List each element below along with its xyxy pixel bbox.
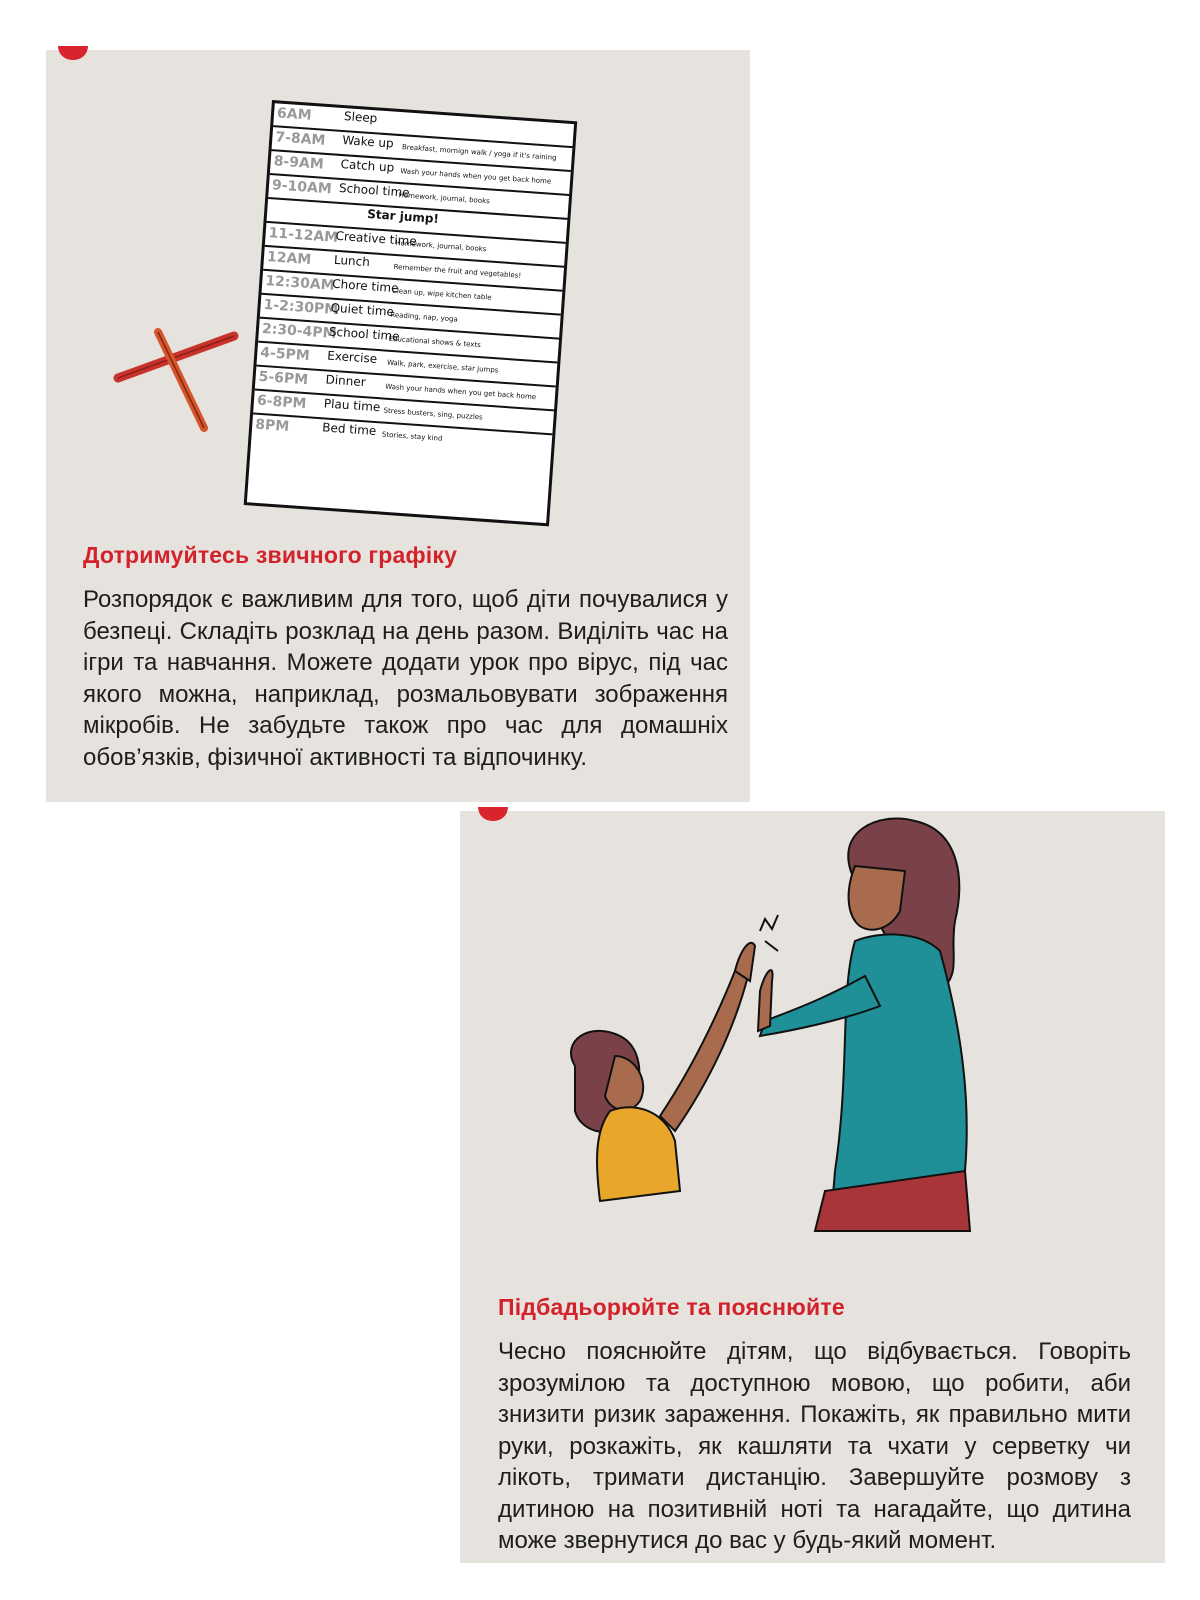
routine-card: [46, 50, 750, 802]
girl-figure: [571, 943, 755, 1201]
schedule-row: 9-10AM School time Homework, journal, books: [268, 175, 569, 220]
schedule-row: 11-12AM Creative time Homework, journal, books: [265, 223, 566, 268]
high-five-illustration: [460, 811, 1165, 1251]
schedule-row: 12:30AM Chore time Clean up, wipe kitchen table: [261, 271, 562, 316]
section-body-text: Чесно пояснюйте дітям, що відбувається. Говоріть зрозумілою та доступною мовою, що робити, аби знизити ризик зараження. Покажіть, як правильно мити руки, розкажіть, як кашляти та чхати у серветку чи лікоть, тримати дистанцію. Завершуйте розмову з дитиною на позитивній ноті та нагадайте, що дитина може звернутися до вас у будь-який момент.: [498, 1338, 1131, 1554]
daily-schedule-sheet: [244, 100, 578, 526]
schedule-row: 2:30-4PM School time Educational shows & texts: [258, 319, 559, 364]
schedule-row: 6AM Sleep: [273, 103, 574, 148]
crossed-pencils-icon: [118, 332, 234, 428]
schedule-row: 6-8PM Plau time Stress busters, sing, puzzles: [253, 391, 554, 436]
schedule-row: Star jump!: [266, 199, 567, 244]
schedule-row: 5-6PM Dinner Wash your hands when you get back home: [255, 367, 556, 412]
encourage-card: [460, 811, 1165, 1563]
schedule-row: 7-8AM Wake up Breakfast, mornign walk / yoga if it's raining: [271, 127, 572, 172]
mother-figure: [758, 819, 970, 1232]
schedule-row: 8-9AM Catch up Wash your hands when you get back home: [270, 151, 571, 196]
section-heading: Підбадьорюйте та пояснюйте: [498, 1294, 845, 1320]
section-heading: Дотримуйтесь звичного графіку: [83, 542, 458, 568]
schedule-row: 1-2:30PM Quiet time Reading, nap, yoga: [260, 295, 561, 340]
section-body-text: Розпорядок є важливим для того, щоб діти почувалися у безпеці. Складіть розклад на день разом. Виділіть час на ігри та навчання. Можете додати урок про вірус, під час якого можна, наприклад, розмальовувати зображення мікробів. Не забудьте також про час для домашніх обов’язків, фізичної активності та відпочинку.: [83, 586, 728, 771]
clap-spark-icon: [760, 915, 778, 951]
schedule-row: 4-5PM Exercise Walk, park, exercise, star jumps: [256, 343, 557, 388]
schedule-row: 12AM Lunch Remember the fruit and vegetables!: [263, 247, 564, 292]
schedule-row: 8PM Bed time Stories, stay kind: [254, 416, 443, 443]
